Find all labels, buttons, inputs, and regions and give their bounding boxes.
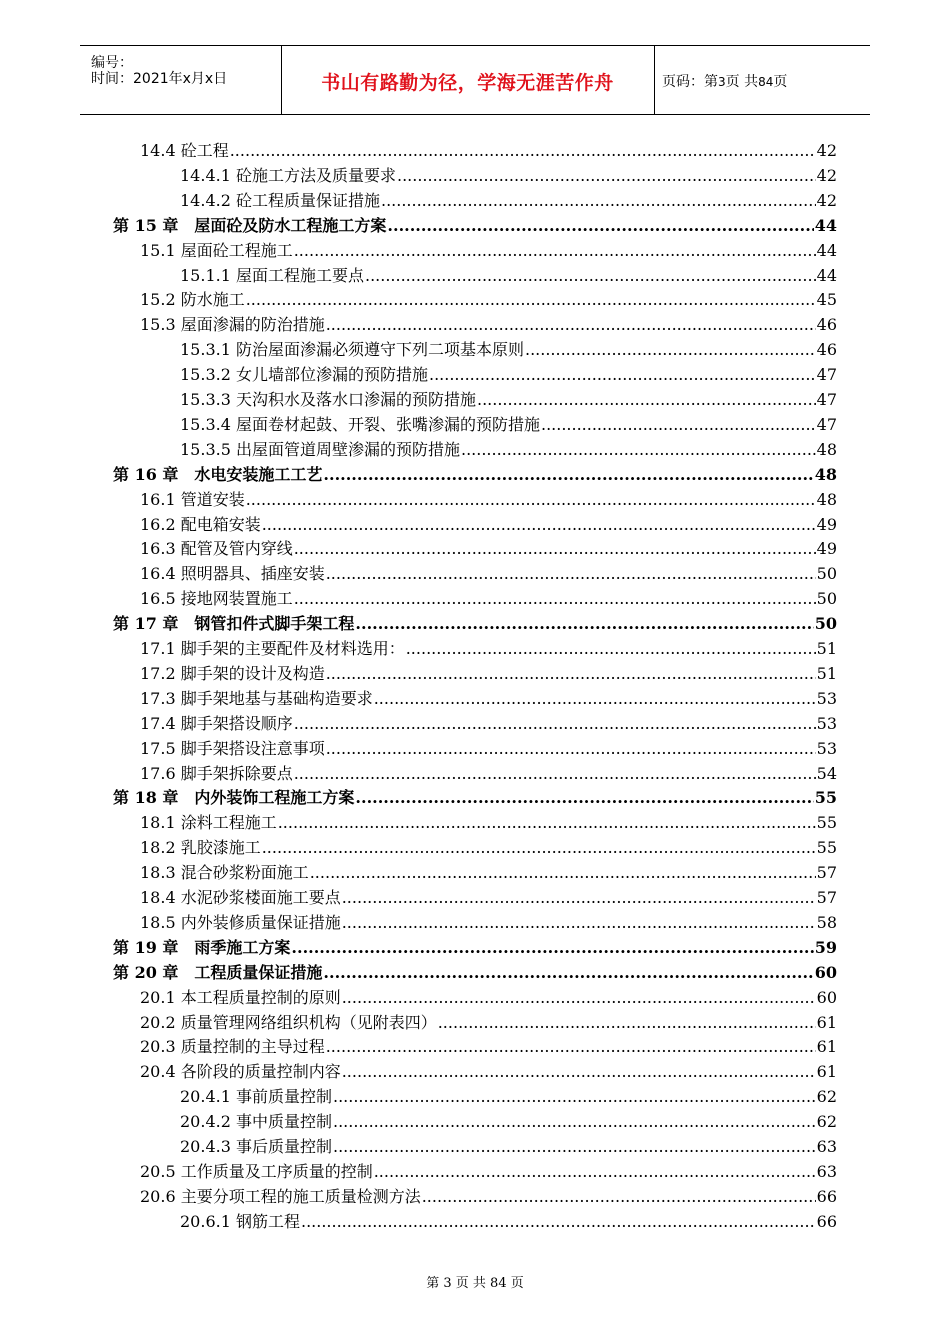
- toc-entry[interactable]: [140, 1032, 837, 1057]
- toc-entry[interactable]: [180, 385, 837, 410]
- toc-entry-page: 44: [816, 265, 837, 285]
- toc-entry[interactable]: [140, 534, 837, 559]
- toc-entry-title: 第 16 章 水电安装施工工艺: [113, 464, 323, 484]
- toc-dot-leader: [294, 714, 816, 734]
- toc-entry[interactable]: [140, 584, 837, 609]
- page-total: 84: [758, 75, 774, 89]
- toc-entry[interactable]: [140, 659, 837, 684]
- toc-entry-page: 63: [816, 1137, 837, 1156]
- toc-dot-leader: [374, 689, 816, 709]
- toc-entry-title: 20.4.1 事前质量控制: [180, 1087, 332, 1107]
- toc-entry-title: 18.2 乳胶漆施工: [140, 838, 261, 858]
- toc-dot-leader: [342, 913, 816, 933]
- toc-entry-page: 66: [816, 1211, 837, 1231]
- toc-entry-title: 14.4.2 砼工程质量保证措施: [180, 190, 380, 210]
- toc-entry-page: 46: [816, 340, 837, 360]
- toc-entry-title: 第 17 章 钢管扣件式脚手架工程: [113, 614, 355, 634]
- toc-entry-title: 15.3.1 防治屋面渗漏必须遵守下列二项基本原则: [180, 340, 524, 360]
- toc-entry[interactable]: [140, 1057, 837, 1082]
- toc-entry-page: 62: [816, 1087, 837, 1107]
- toc-dot-leader: [230, 141, 816, 161]
- toc-entry-page: 59: [814, 937, 837, 957]
- toc-dot-leader: [294, 539, 816, 559]
- toc-entry-title: 20.4.2 事中质量控制: [180, 1112, 332, 1132]
- toc-dot-leader: [355, 788, 813, 808]
- code-label: 编号：: [91, 55, 133, 71]
- toc-entry[interactable]: [140, 833, 837, 858]
- toc-entry-title: 15.2 防水施工: [140, 290, 245, 310]
- toc-entry-title: 20.6 主要分项工程的施工质量检测方法: [140, 1186, 421, 1206]
- toc-dot-leader: [310, 863, 816, 883]
- page-header: [80, 45, 870, 115]
- header-meta-cell: [80, 46, 282, 114]
- toc-entry-page: 47: [816, 414, 837, 434]
- toc-entry[interactable]: [140, 485, 837, 510]
- date-label: 时间：2021年x月x日: [91, 71, 228, 87]
- toc-entry-page: 49: [816, 539, 837, 559]
- toc-dot-leader: [477, 390, 816, 410]
- toc-entry[interactable]: [180, 186, 837, 211]
- toc-entry-page: 62: [816, 1112, 837, 1132]
- toc-dot-leader: [342, 1062, 816, 1082]
- toc-dot-leader: [333, 1087, 816, 1107]
- toc-dot-leader: [355, 614, 813, 634]
- toc-entry[interactable]: [140, 808, 837, 833]
- toc-entry-page: 51: [816, 639, 837, 658]
- toc-entry-page: 61: [816, 1037, 837, 1057]
- toc-entry-title: 17.5 脚手架搭设注意事项: [140, 738, 325, 758]
- toc-entry-title: 18.4 水泥砂浆楼面施工要点: [140, 888, 341, 907]
- toc-dot-leader: [333, 1112, 816, 1132]
- toc-entry-page: 50: [814, 614, 837, 634]
- toc-dot-leader: [278, 813, 816, 833]
- toc-dot-leader: [294, 589, 816, 609]
- toc-entry[interactable]: [140, 236, 837, 261]
- toc-entry-title: 17.2 脚手架的设计及构造: [140, 663, 325, 683]
- toc-entry[interactable]: [140, 634, 837, 659]
- toc-dot-leader: [525, 340, 816, 360]
- toc-entry[interactable]: [180, 360, 837, 385]
- toc-entry-page: 58: [816, 912, 837, 932]
- toc-dot-leader: [374, 1162, 816, 1182]
- toc-dot-leader: [294, 241, 816, 261]
- toc-entry-title: 20.1 本工程质量控制的原则: [140, 987, 341, 1007]
- toc-entry-page: 55: [816, 813, 837, 833]
- toc-entry-page: 57: [816, 863, 837, 883]
- toc-entry-title: 第 15 章 屋面砼及防水工程施工方案: [113, 215, 387, 235]
- toc-dot-leader: [291, 938, 813, 958]
- toc-entry[interactable]: [140, 908, 837, 933]
- toc-entry-title: 18.5 内外装修质量保证措施: [140, 912, 341, 932]
- toc-entry-page: 44: [814, 215, 837, 235]
- toc-entry-page: 44: [816, 240, 837, 260]
- toc-entry-page: 63: [816, 1161, 837, 1181]
- toc-dot-leader: [262, 515, 816, 535]
- toc-entry-page: 47: [816, 390, 837, 409]
- toc-entry-page: 53: [816, 688, 837, 708]
- toc-dot-leader: [294, 764, 816, 784]
- toc-entry[interactable]: [180, 161, 837, 186]
- toc-dot-leader: [342, 988, 816, 1008]
- toc-entry[interactable]: [140, 510, 837, 535]
- toc-chapter-entry[interactable]: [113, 609, 837, 634]
- toc-chapter-entry[interactable]: [113, 211, 837, 236]
- toc-entry[interactable]: [140, 1008, 837, 1033]
- toc-dot-leader: [246, 490, 816, 510]
- toc-entry-page: 57: [816, 888, 837, 907]
- toc-entry-page: 61: [816, 1012, 837, 1032]
- page-footer: 第 3 页 共 84 页: [426, 1276, 524, 1291]
- toc-entry[interactable]: [140, 709, 837, 734]
- header-motto-cell: [281, 46, 655, 114]
- toc-entry-title: 第 19 章 雨季施工方案: [113, 937, 291, 957]
- toc-dot-leader: [429, 365, 816, 385]
- page-indicator: [662, 71, 787, 91]
- toc-entry-title: 15.1.1 屋面工程施工要点: [180, 265, 364, 285]
- toc-entry-page: 48: [816, 489, 837, 509]
- toc-entry-title: 18.1 涂料工程施工: [140, 813, 277, 833]
- toc-entry-title: 15.3.5 出屋面管道周壁渗漏的预防措施: [180, 439, 460, 459]
- header-page-cell: [654, 46, 870, 114]
- toc-entry-title: 17.3 脚手架地基与基础构造要求: [140, 688, 373, 708]
- toc-entry-page: 55: [814, 788, 837, 808]
- toc-entry-title: 14.4 砼工程: [140, 141, 229, 160]
- toc-entry-title: 17.4 脚手架搭设顺序: [140, 713, 293, 733]
- toc-entry-page: 42: [816, 165, 837, 185]
- toc-chapter-entry[interactable]: [113, 958, 837, 983]
- toc-dot-leader: [323, 963, 813, 983]
- toc-entry[interactable]: [140, 285, 837, 310]
- toc-entry-page: 50: [816, 564, 837, 584]
- toc-entry[interactable]: [140, 310, 837, 335]
- toc-entry-title: 15.1 屋面砼工程施工: [140, 240, 293, 260]
- toc-entry[interactable]: [140, 684, 837, 709]
- toc-entry[interactable]: [180, 1107, 837, 1132]
- toc-entry-title: 15.3.2 女儿墙部位渗漏的预防措施: [180, 365, 428, 385]
- toc-dot-leader: [342, 888, 816, 908]
- toc-entry-title: 16.1 管道安装: [140, 489, 245, 509]
- toc-dot-leader: [323, 465, 813, 485]
- toc-entry-title: 第 20 章 工程质量保证措施: [113, 962, 323, 982]
- motto-text: 书山有路勤为径，学海无涯苦作舟: [321, 72, 614, 94]
- toc-entry-page: 60: [816, 987, 837, 1007]
- toc-dot-leader: [406, 639, 816, 659]
- toc-entry-title: 16.5 接地网装置施工: [140, 589, 293, 609]
- page-current: 3: [718, 75, 726, 89]
- toc-entry-title: 20.4.3 事后质量控制: [180, 1137, 332, 1156]
- toc-entry-page: 50: [816, 589, 837, 609]
- toc-dot-leader: [397, 166, 816, 186]
- toc-entry-title: 20.6.1 钢筋工程: [180, 1211, 300, 1231]
- toc-dot-leader: [438, 1013, 816, 1033]
- toc-dot-leader: [262, 838, 816, 858]
- toc-entry-page: 48: [814, 464, 837, 484]
- toc-dot-leader: [326, 315, 816, 335]
- toc-entry-page: 66: [816, 1186, 837, 1206]
- toc-dot-leader: [541, 415, 816, 435]
- toc-chapter-entry[interactable]: [113, 460, 837, 485]
- toc-entry-title: 14.4.1 砼施工方法及质量要求: [180, 165, 396, 185]
- page-label-mid: 页 共: [725, 74, 759, 90]
- toc-entry-title: 16.4 照明器具、插座安装: [140, 564, 325, 584]
- toc-entry-page: 61: [816, 1062, 837, 1082]
- toc-entry-title: 第 18 章 内外装饰工程施工方案: [113, 788, 355, 808]
- toc-entry[interactable]: [140, 1182, 837, 1207]
- toc-entry-title: 15.3 屋面渗漏的防治措施: [140, 315, 325, 335]
- toc-entry-page: 51: [816, 663, 837, 683]
- toc-entry-page: 47: [816, 365, 837, 385]
- toc-entry[interactable]: [180, 410, 837, 435]
- toc-chapter-entry[interactable]: [113, 783, 837, 808]
- toc-entry-page: 46: [816, 315, 837, 335]
- toc-entry[interactable]: [180, 261, 837, 286]
- toc-entry-page: 53: [816, 713, 837, 733]
- toc-dot-leader: [301, 1212, 816, 1232]
- toc-entry[interactable]: [180, 1082, 837, 1107]
- toc-chapter-entry[interactable]: [113, 933, 837, 958]
- toc-entry-title: 20.5 工作质量及工序质量的控制: [140, 1161, 373, 1181]
- toc-dot-leader: [333, 1137, 816, 1157]
- toc-entry[interactable]: [180, 1132, 837, 1157]
- toc-entry-page: 42: [816, 190, 837, 210]
- toc-dot-leader: [422, 1187, 816, 1207]
- toc-entry-title: 15.3.4 屋面卷材起鼓、开裂、张嘴渗漏的预防措施: [180, 414, 540, 434]
- toc-entry-title: 15.3.3 天沟积水及落水口渗漏的预防措施: [180, 390, 476, 409]
- toc-entry[interactable]: [140, 1157, 837, 1182]
- page-label-prefix: 页码：第: [662, 74, 718, 90]
- toc-entry-page: 49: [816, 514, 837, 534]
- toc-entry[interactable]: [140, 734, 837, 759]
- toc-entry-page: 55: [816, 838, 837, 858]
- toc-entry[interactable]: [140, 858, 837, 883]
- toc-entry[interactable]: [140, 136, 837, 161]
- toc-entry-page: 53: [816, 738, 837, 758]
- toc-entry-title: 20.4 各阶段的质量控制内容: [140, 1062, 341, 1082]
- toc-entry[interactable]: [140, 883, 837, 908]
- toc-dot-leader: [326, 564, 816, 584]
- toc-entry[interactable]: [140, 759, 837, 784]
- toc-entry-title: 16.3 配管及管内穿线: [140, 539, 293, 559]
- toc-entry-title: 17.1 脚手架的主要配件及材料选用：: [140, 639, 405, 658]
- toc-dot-leader: [326, 739, 816, 759]
- toc-entry-title: 17.6 脚手架拆除要点: [140, 763, 293, 783]
- toc-entry[interactable]: [180, 1207, 837, 1232]
- toc-entry-page: 45: [816, 290, 837, 310]
- toc-dot-leader: [365, 266, 816, 286]
- page-label-suffix: 页: [773, 74, 788, 90]
- toc-dot-leader: [387, 216, 813, 236]
- toc-entry-page: 42: [816, 141, 837, 160]
- toc-entry[interactable]: [180, 435, 837, 460]
- toc-entry-page: 48: [816, 439, 837, 459]
- toc-entry[interactable]: [140, 559, 837, 584]
- toc-dot-leader: [326, 664, 816, 684]
- toc-dot-leader: [246, 290, 816, 310]
- toc-entry-title: 20.3 质量控制的主导过程: [140, 1037, 325, 1057]
- toc-entry-title: 20.2 质量管理网络组织机构（见附表四）: [140, 1012, 437, 1032]
- toc-entry-title: 16.2 配电箱安装: [140, 514, 261, 534]
- toc-dot-leader: [326, 1037, 816, 1057]
- toc-entry[interactable]: [140, 983, 837, 1008]
- toc-dot-leader: [381, 191, 816, 211]
- toc-entry-title: 18.3 混合砂浆粉面施工: [140, 863, 309, 883]
- toc-entry-page: 60: [814, 962, 837, 982]
- toc-entry[interactable]: [180, 335, 837, 360]
- toc-entry-page: 54: [816, 763, 837, 783]
- toc-dot-leader: [461, 440, 816, 460]
